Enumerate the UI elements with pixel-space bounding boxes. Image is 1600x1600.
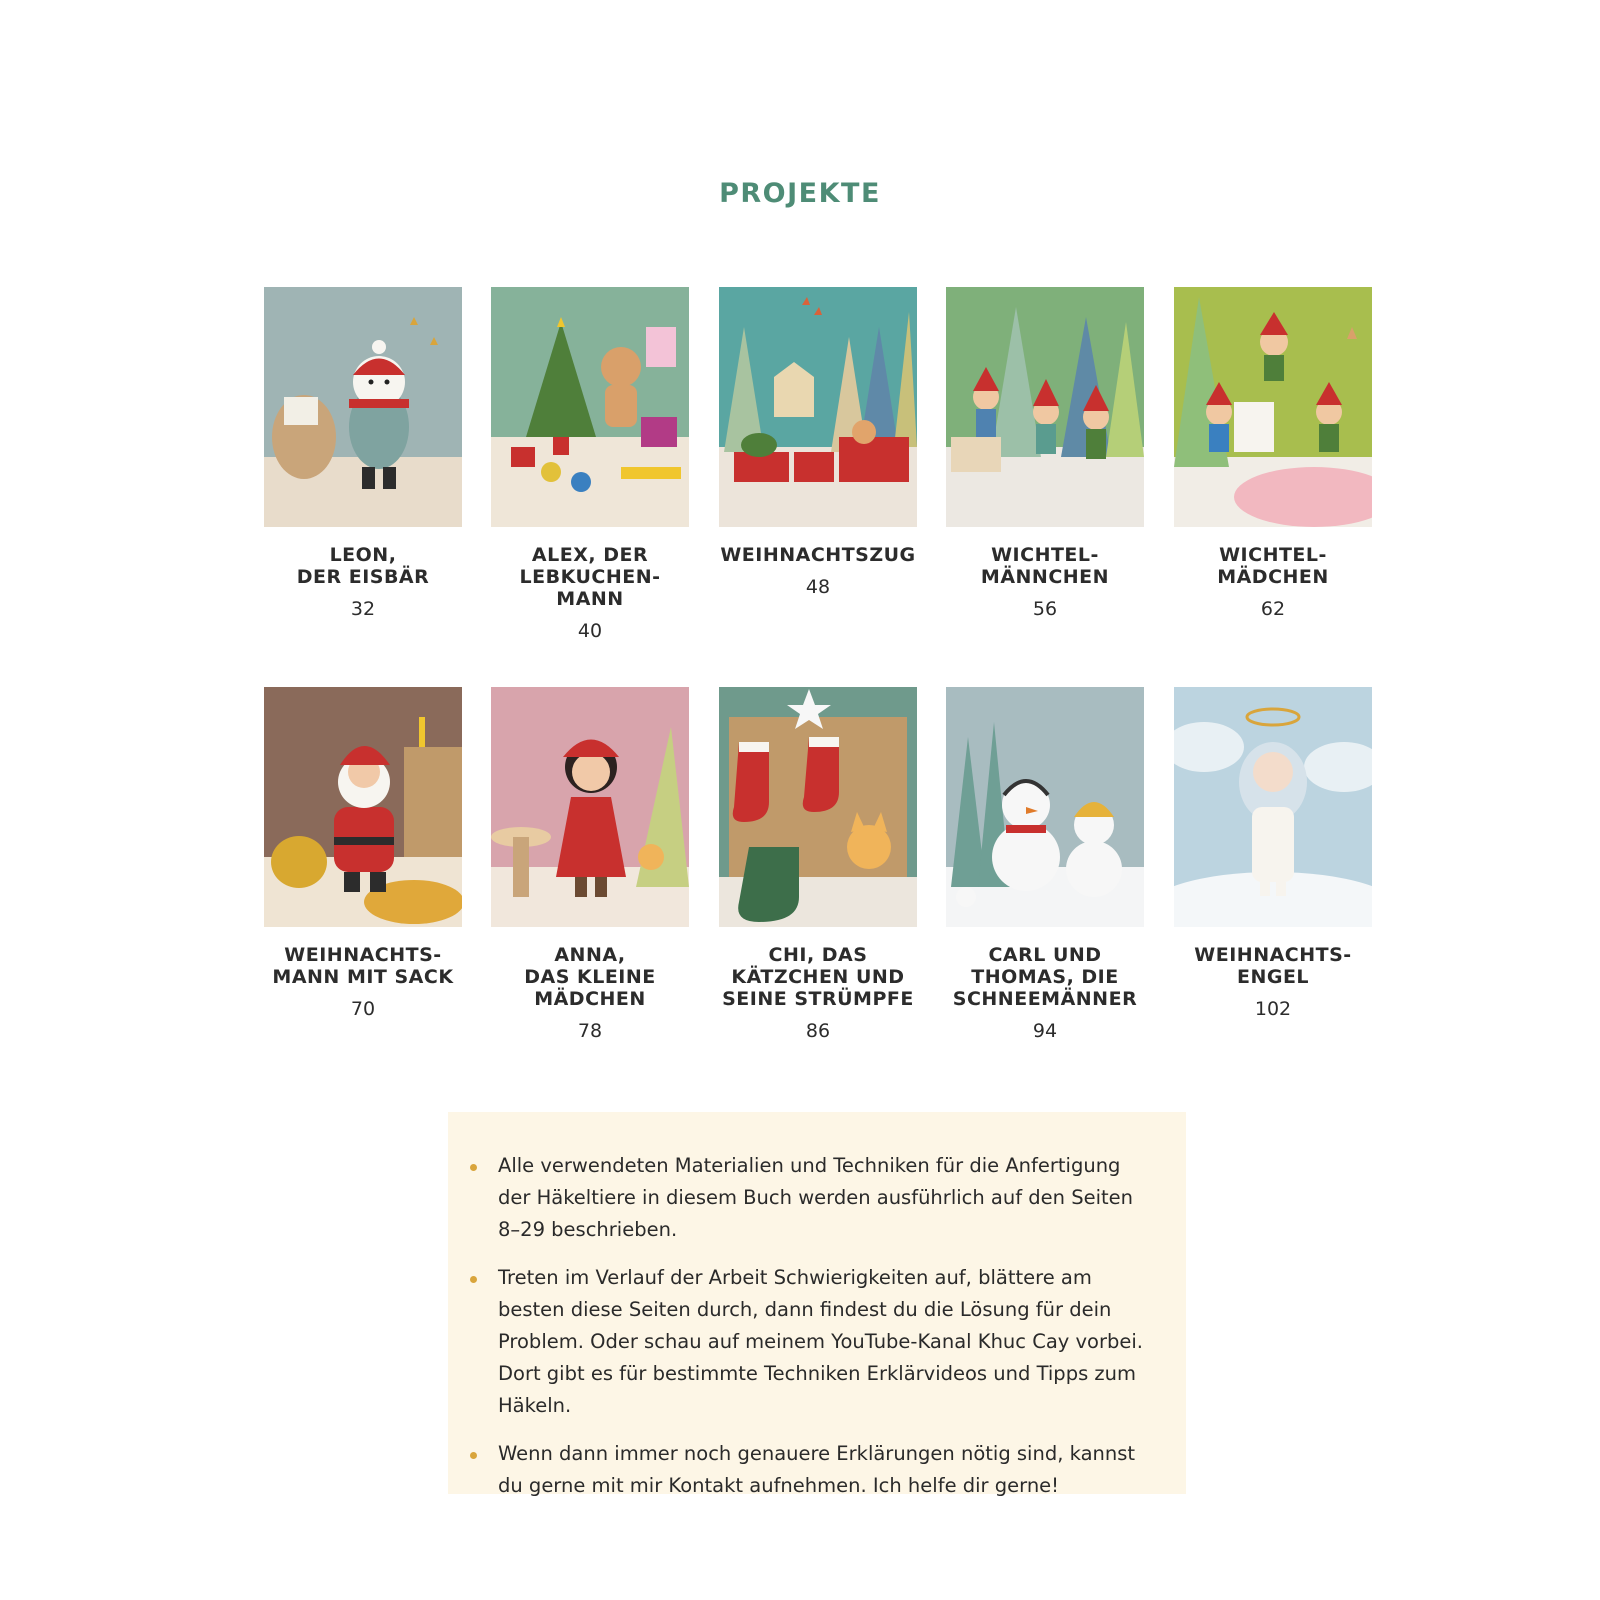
bullet-icon [470,1164,477,1171]
elf-girls-photo [1174,287,1372,527]
info-item [470,1438,1158,1502]
info-text: Wenn dann immer noch genauere Erklärungen nötig sind, kannst du gerne mit mir Kontakt aufnehmen. Ich helfe dir gerne! [498,1442,1136,1497]
page-number: 94 [1032,1020,1058,1042]
project-card-angel[interactable] [1174,687,1372,1020]
page-number: 32 [350,598,376,620]
page-number: 102 [1254,998,1292,1020]
angel-photo [1174,687,1372,927]
info-list [470,1150,1158,1502]
project-title: LEON, DER EISBÄR [296,544,430,588]
project-title: WEIHNACHTSZUG [720,544,916,566]
project-card-anna[interactable] [491,687,689,1042]
info-text: Alle verwendeten Materialien und Techniken für die Anfertigung der Häkeltiere in diesem Buch werden ausführlich auf den Seiten 8–29 beschrieben. [498,1154,1134,1241]
project-grid [264,287,1372,1087]
project-card-snowmen[interactable] [946,687,1144,1042]
project-card-chi[interactable] [719,687,917,1042]
train-photo [719,287,917,527]
santa-photo [264,687,462,927]
project-row-1 [264,287,1372,687]
project-card-alex[interactable] [491,287,689,642]
project-card-elf-boys[interactable] [946,287,1144,620]
bullet-icon [470,1276,477,1283]
info-item [470,1262,1158,1422]
info-text: Treten im Verlauf der Arbeit Schwierigkeiten auf, blättere am besten diese Seiten durch, dann findest du die Lösung für dein Problem. Oder schau auf meinem YouTube-Kanal Khuc Cay vorbei. Dort gibt es für bestimmte Techniken Erklärvideos und Tipps zum Häkeln. [498,1266,1143,1417]
project-title: WICHTEL- MÄDCHEN [1217,544,1329,588]
project-title: ALEX, DER LEBKUCHEN- MANN [519,544,661,610]
info-box [448,1112,1186,1497]
page-number: 78 [577,1020,603,1042]
project-title: CARL UND THOMAS, DIE SCHNEEMÄNNER [952,944,1138,1010]
page-number: 62 [1260,598,1286,620]
project-title: CHI, DAS KÄTZCHEN UND SEINE STRÜMPFE [722,944,914,1010]
page-number: 86 [805,1020,831,1042]
project-title: WEIHNACHTS- ENGEL [1194,944,1352,988]
project-card-elf-girls[interactable] [1174,287,1372,620]
snowmen-photo [946,687,1144,927]
page-number: 70 [350,998,376,1020]
page-number: 48 [805,576,831,598]
page-title: PROJEKTE [719,178,881,209]
bullet-icon [470,1452,477,1459]
girl-doll-photo [491,687,689,927]
project-title: WEIHNACHTS- MANN MIT SACK [272,944,454,988]
info-item [470,1150,1158,1246]
page-number: 40 [577,620,603,642]
project-title: ANNA, DAS KLEINE MÄDCHEN [524,944,656,1010]
project-card-santa[interactable] [264,687,462,1020]
kitten-stockings-photo [719,687,917,927]
project-card-train[interactable] [719,287,917,598]
project-card-leon[interactable] [264,287,462,620]
polar-bear-photo [264,287,462,527]
elf-boys-photo [946,287,1144,527]
project-row-2 [264,687,1372,1087]
page-number: 56 [1032,598,1058,620]
gingerbread-photo [491,287,689,527]
project-title: WICHTEL- MÄNNCHEN [980,544,1110,588]
